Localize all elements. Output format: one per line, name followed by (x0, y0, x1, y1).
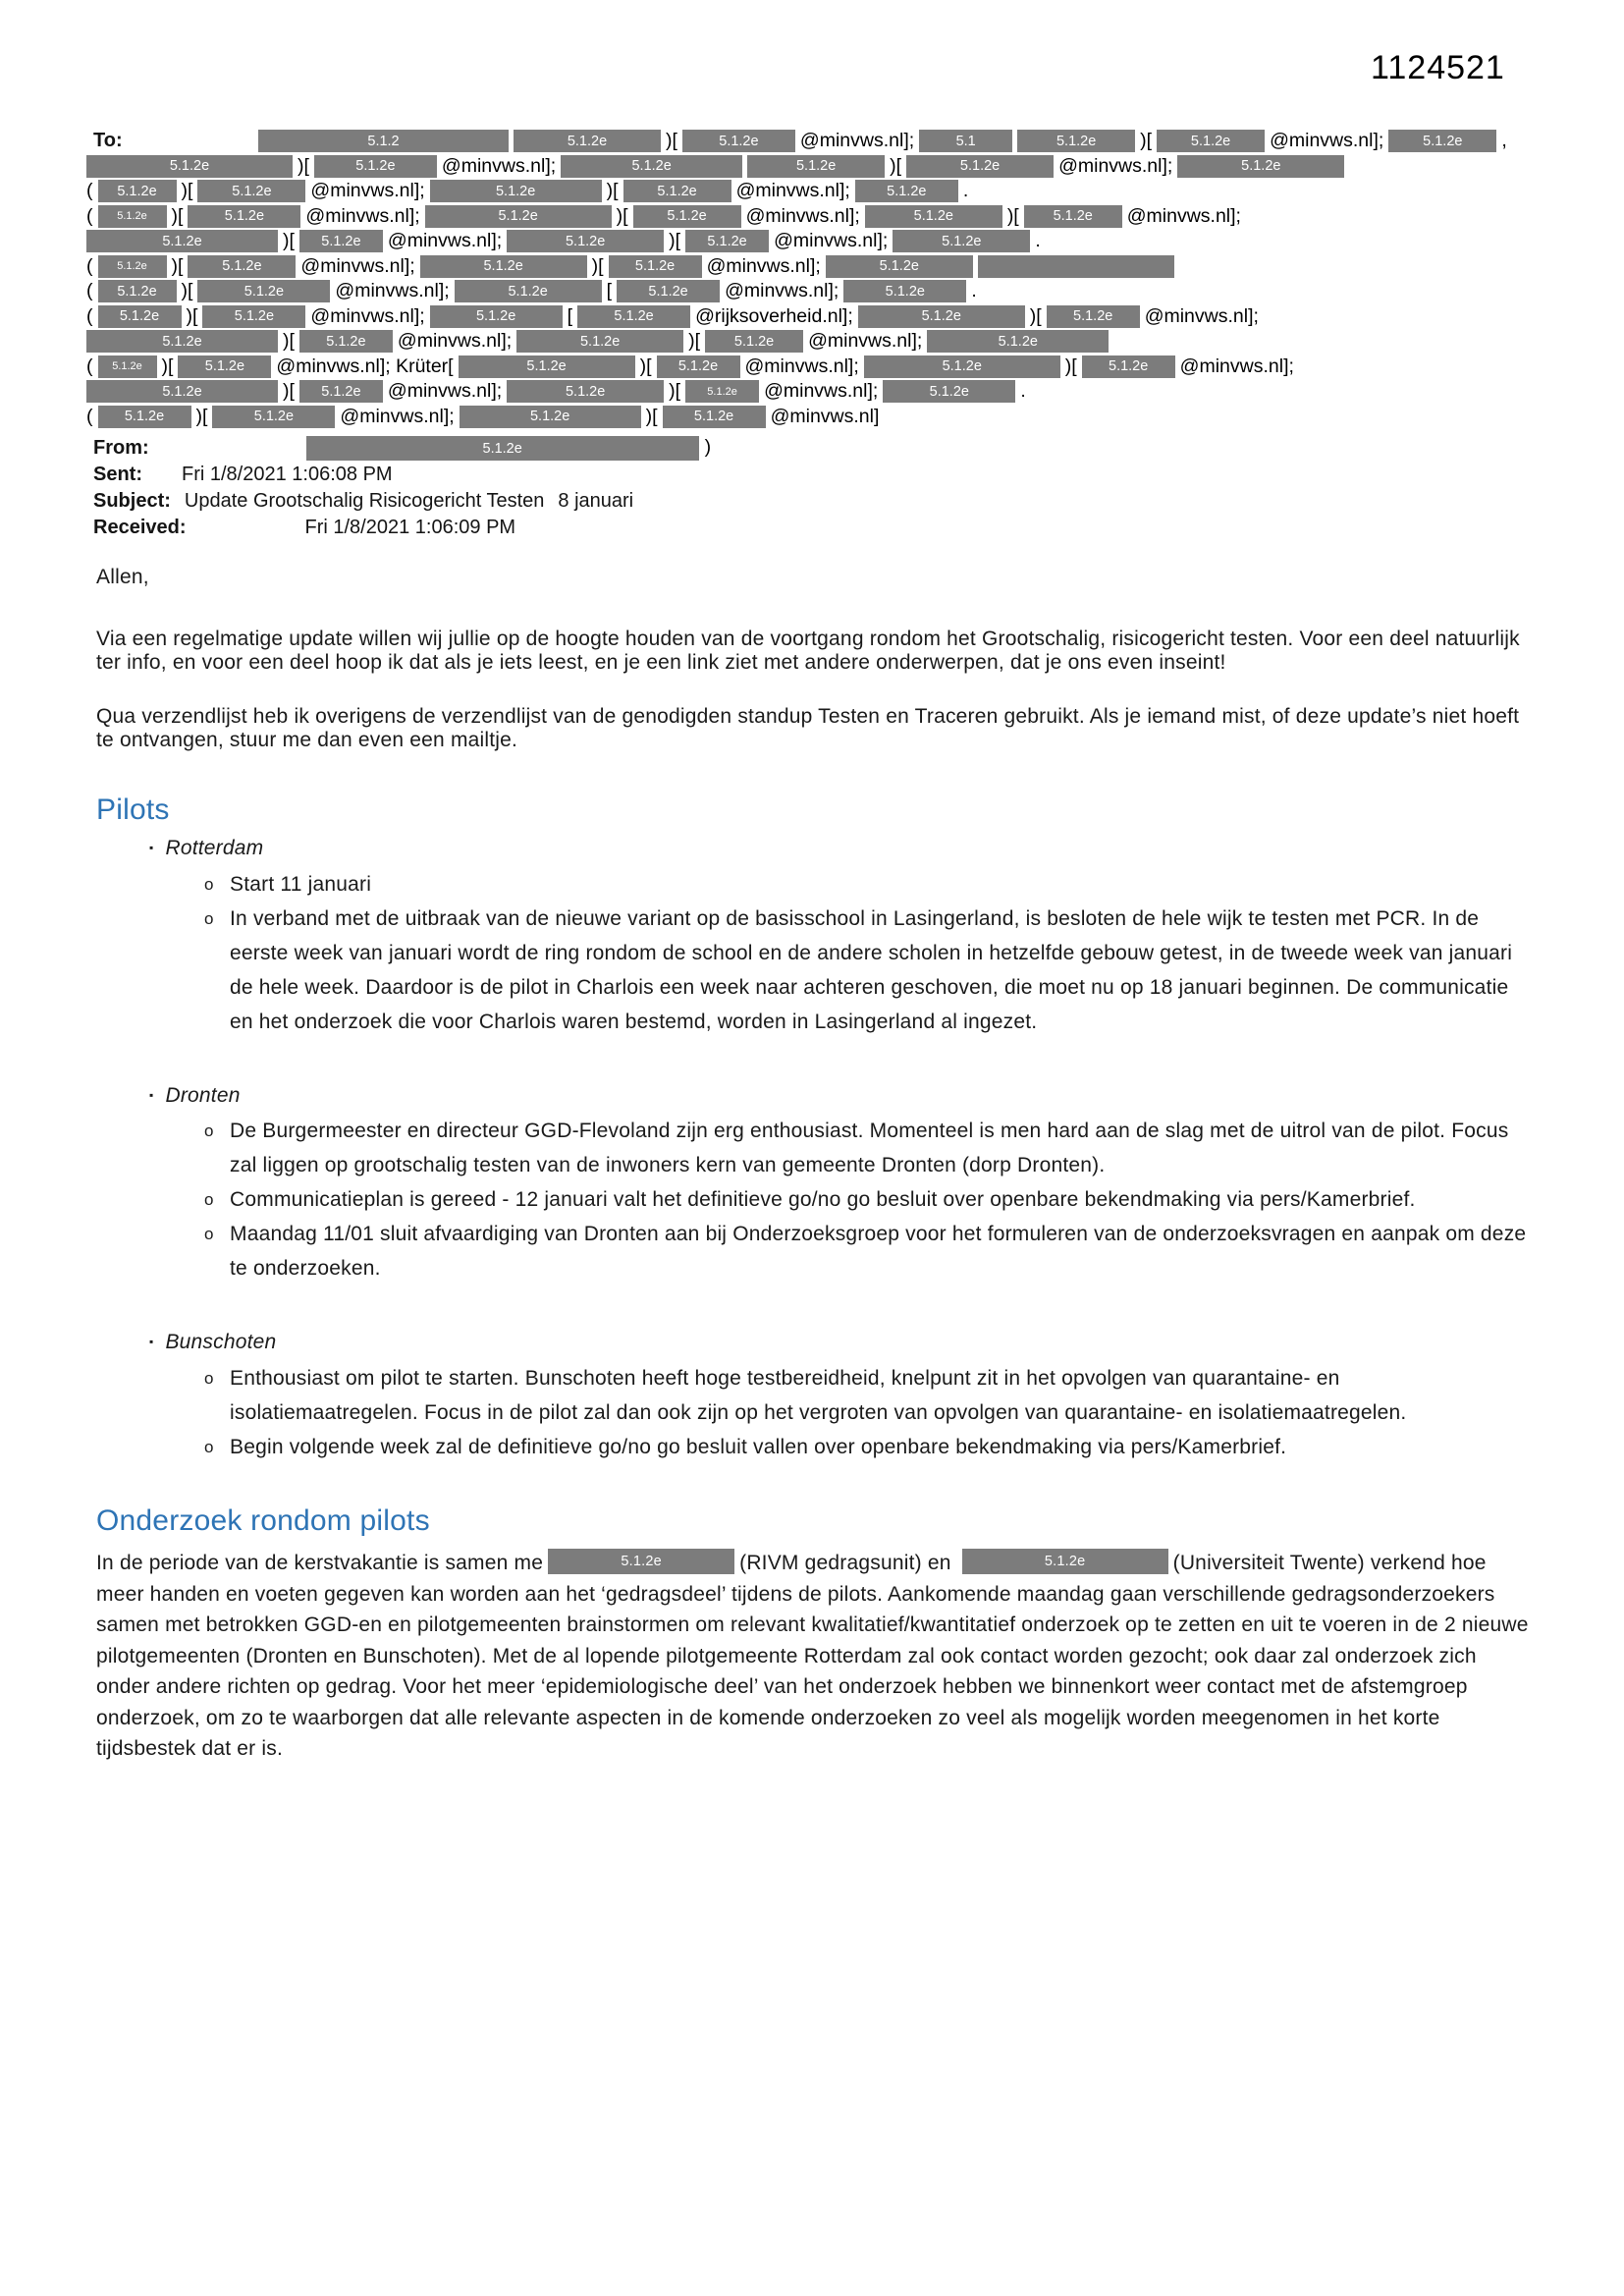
redaction-block: 5.1.2e (507, 380, 664, 403)
header-text-fragment: . (1035, 230, 1041, 252)
redaction-block: 5.1.2e (299, 330, 393, 353)
bullet-city: Rotterdam (165, 837, 264, 859)
bullet-item (204, 1361, 1532, 1430)
received-label: Received: (93, 517, 187, 538)
subject-row (86, 488, 1624, 515)
redaction-block: 5.1.2e (685, 230, 769, 252)
header-text-fragment: @minvws.nl]; (310, 180, 425, 202)
bullet-group (96, 1084, 1532, 1286)
header-text-fragment: ( (86, 180, 93, 202)
header-text-fragment: @minvws.nl]; (799, 130, 915, 152)
redaction-block: 5.1.2e (86, 155, 293, 178)
redaction-block: 5.1.2e (962, 1549, 1168, 1574)
header-text-fragment: )[ (195, 405, 208, 427)
redaction-block: 5.1.2e (623, 180, 731, 202)
bullet-group (96, 837, 1532, 1039)
redaction-block: 5.1.2e (617, 280, 720, 302)
bullet-item (204, 1430, 1532, 1464)
email-body (96, 566, 1532, 1765)
redaction-block: 5.1.2e (306, 436, 699, 461)
to-field (86, 129, 1624, 429)
bullet-item (204, 867, 1532, 902)
header-text-fragment: )[ (890, 154, 902, 177)
from-row (86, 435, 1624, 462)
sent-value: Fri 1/8/2021 1:06:08 PM (182, 464, 393, 485)
redaction-block: 5.1.2 (258, 130, 509, 152)
redaction-block: 5.1.2e (202, 305, 305, 328)
redaction-block: 5.1.2e (460, 406, 641, 428)
to-line (86, 254, 1624, 280)
section-title: Onderzoek rondom pilots (96, 1503, 430, 1537)
to-line (86, 329, 1624, 355)
header-text-fragment: ( (86, 280, 93, 302)
redaction-block: 5.1.2e (507, 230, 664, 252)
header-text-fragment: . (962, 180, 969, 202)
header-text-fragment: ( (86, 254, 93, 277)
header-text-fragment: . (1020, 380, 1026, 403)
header-text-fragment: [ (606, 280, 613, 302)
header-text-fragment: @minvws.nl]; (725, 280, 839, 302)
circle-bullet-icon: o (204, 1437, 214, 1456)
header-text-fragment: . (971, 280, 977, 302)
redaction-block: 5.1.2e (98, 406, 191, 428)
redaction-block: 5.1.2e (98, 180, 177, 202)
header-text-fragment: @minvws.nl]; (335, 280, 450, 302)
redaction-block: 5.1.2e (855, 180, 958, 202)
header-text-fragment: @minvws.nl]; (300, 254, 415, 277)
bullet-city-line (149, 837, 1532, 863)
redaction-block: 5.1.2e (747, 155, 885, 178)
bullet-item-text: Maandag 11/01 sluit afvaardiging van Dronten aan bij Onderzoeksgroep voor het formuleren van de onderzoeksvragen en aanpak om deze te onderzoeken. (230, 1223, 1527, 1280)
body-paragraph: Via een regelmatige update willen wij jullie op de hoogte houden van de voortgang rondom het Grootschalig, risicogericht testen. Voor een deel natuurlijk ter info, en voor een deel hoop ik dat als je iets leest, en je een link ziet met andere onderwerpen, dat je ons even inseint! (96, 627, 1520, 674)
redaction-block: 5.1.2e (516, 330, 683, 353)
to-line (86, 304, 1624, 330)
redaction-block: 5.1.2e (1388, 130, 1496, 152)
header-text-fragment: ( (86, 204, 93, 227)
header-text-fragment: ) (704, 435, 712, 458)
body-paragraph: Qua verzendlijst heb ik overigens de verzendlijst van de genodigden standup Testen en Traceren gebruikt. Als je iemand mist, of deze update’s niet hoeft te ontvangen, stuur me dan even een mailtje. (96, 704, 1520, 751)
bullet-item (204, 1114, 1532, 1182)
redaction-block: 5.1.2e (1017, 130, 1135, 152)
redaction-block: 5.1.2e (430, 180, 602, 202)
redaction-block: 5.1.2e (430, 305, 563, 328)
redaction-block: 5.1.2e (98, 355, 157, 378)
bullet-item-text: De Burgermeester en directeur GGD-Flevoland zijn erg enthousiast. Momenteel is men hard aan de slag met de uitrol van de pilot. Focus zal liggen op grootschalig testen van de inwoners kern van gemeente Dronten (dorp Dronten). (230, 1120, 1509, 1176)
to-line (86, 204, 1624, 230)
redaction-block: 5.1.2e (1157, 130, 1265, 152)
square-bullet-icon: ▪ (149, 1087, 154, 1102)
redaction-block (978, 255, 1174, 278)
redaction-block: 5.1.2e (299, 230, 383, 252)
header-text-fragment: )[ (181, 280, 193, 302)
redaction-block: 5.1.2e (858, 305, 1025, 328)
header-text-fragment: )[ (606, 180, 619, 202)
redaction-block: 5.1.2e (657, 355, 740, 378)
sent-label: Sent: (93, 464, 142, 485)
header-text-fragment: @minvws.nl]; (305, 204, 420, 227)
redaction-block: 5.1.2e (682, 130, 795, 152)
circle-bullet-icon: o (204, 908, 214, 928)
bullet-item (204, 902, 1532, 1039)
circle-bullet-icon: o (204, 1368, 214, 1388)
redaction-block: 5.1.2e (197, 280, 330, 302)
header-text-fragment: @minvws.nl]; (774, 230, 889, 252)
redaction-block: 5.1.2e (864, 355, 1060, 378)
redaction-block: 5.1.2e (86, 330, 278, 353)
header-text-fragment: )[ (283, 330, 295, 353)
header-text-fragment: @rijksoverheid.nl]; (695, 304, 853, 327)
section-paragraph: In de periode van de kerstvakantie is samen me 5.1.2e (RIVM gedragsunit) en 5.1.2e (Universiteit Twente) verkend hoe meer handen en voeten gegeven kan worden aan het ‘gedragsdeel’ tijdens de pilots. Aankomende maandag gaan verschillende gedragsonderzoekers samen met betrokken GGD-en en pilotgemeenten brainstormen om relevant kwalitatief/kwantitatief onderzoek op te zetten en uit te voeren in de 2 nieuwe pilotgemeenten (Dronten en Bunschoten). Met de al lopende pilotgemeente Rotterdam zal ook contact worden gezocht; ook daar zal onderzoek zich onder andere richten op gedrag. Voor het meer ‘epidemiologische deel’ van het onderzoek hebben we binnenkort weer contact met de afstemgroep onderzoek, om zo te waarborgen dat alle relevante aspecten in de komende onderzoeken zo veel als mogelijk worden meegenomen in het korte tijdsbestek dat er is. (96, 1548, 1532, 1765)
header-text-fragment: )[ (186, 304, 198, 327)
redaction-block: 5.1.2e (98, 280, 177, 302)
to-line (86, 405, 1624, 430)
sent-row (86, 462, 1624, 488)
header-text-fragment: @minvws.nl]; (745, 204, 860, 227)
header-text-fragment: @minvws.nl]; (1144, 304, 1259, 327)
circle-bullet-icon: o (204, 1190, 214, 1209)
from-label: From: (93, 437, 149, 459)
redaction-block: 5.1.2e (843, 280, 966, 302)
redaction-block: 5.1.2e (178, 355, 271, 378)
header-text-fragment: )[ (591, 254, 604, 277)
subject-value: Update Grootschalig Risicogericht Testen (184, 490, 545, 512)
square-bullet-icon: ▪ (149, 1335, 154, 1348)
redaction-block: 5.1.2e (927, 330, 1109, 353)
redaction-block: 5.1.2e (663, 406, 766, 428)
redaction-block: 5.1.2e (314, 155, 437, 178)
header-text-fragment: @minvws.nl]; (764, 380, 879, 403)
redaction-block: 5.1.2e (1177, 155, 1344, 178)
square-bullet-icon: ▪ (149, 841, 154, 854)
redaction-block: 5.1.2e (685, 380, 759, 403)
redaction-block: 5.1.2e (459, 355, 635, 378)
header-text-fragment: )[ (161, 355, 174, 377)
header-text-fragment: @minvws.nl]; Krüter[ (276, 355, 454, 377)
header-text-fragment: )[ (639, 355, 652, 377)
header-text-fragment: )[ (283, 380, 295, 403)
header-text-fragment: , (1501, 130, 1507, 152)
to-line (86, 129, 1624, 154)
redaction-block: 5.1.2e (98, 255, 167, 278)
header-text-fragment: )[ (669, 380, 681, 403)
redaction-block: 5.1.2e (188, 255, 296, 278)
redaction-block: 5.1.2e (98, 305, 182, 328)
header-text-fragment: )[ (645, 405, 658, 427)
redaction-block: 5.1.2e (705, 330, 803, 353)
document-number: 1124521 (1371, 49, 1505, 86)
to-line (86, 229, 1624, 254)
header-text-fragment: )[ (1140, 130, 1153, 152)
bullet-item-text: Begin volgende week zal de definitieve go/no go besluit vallen over openbare bekendmaking via pers/Kamerbrief. (230, 1435, 1287, 1458)
redaction-block: 5.1.2e (188, 205, 300, 228)
to-line (86, 355, 1624, 380)
header-text-fragment: @minvws.nl]; (735, 180, 850, 202)
redaction-block: 5.1.2e (86, 230, 278, 252)
header-text-fragment: )[ (666, 130, 677, 152)
header-text-fragment: )[ (616, 204, 628, 227)
header-text-fragment: @minvws.nl]; (310, 304, 425, 327)
header-text-fragment: [ (567, 304, 573, 327)
redaction-block: 5.1.2e (906, 155, 1054, 178)
header-text-fragment: @minvws.nl]; (1179, 355, 1294, 377)
to-line (86, 179, 1624, 204)
redaction-block: 5.1.2e (1082, 355, 1175, 378)
redaction-block: 5.1.2e (514, 130, 661, 152)
subject-extra: 8 januari (558, 490, 634, 512)
header-text-fragment: @minvws.nl]; (397, 330, 513, 353)
header-text-fragment: @minvws.nl]; (441, 154, 557, 177)
header-text-fragment: @minvws.nl] (770, 405, 880, 427)
redaction-block: 5.1.2e (577, 305, 690, 328)
header-text-fragment: )[ (171, 204, 184, 227)
header-text-fragment: )[ (1064, 355, 1077, 377)
bullet-item (204, 1217, 1532, 1285)
redaction-block: 5.1.2e (865, 205, 1002, 228)
redaction-block: 5.1 (919, 130, 1012, 152)
circle-bullet-icon: o (204, 874, 214, 894)
to-line (86, 154, 1624, 180)
header-text-fragment: @minvws.nl]; (1126, 204, 1241, 227)
redaction-block: 5.1.2e (299, 380, 383, 403)
redaction-block: 5.1.2e (548, 1549, 734, 1574)
subject-label: Subject: (93, 490, 171, 512)
to-line (86, 279, 1624, 304)
redaction-block: 5.1.2e (86, 380, 278, 403)
bullet-item-text: Start 11 januari (230, 872, 372, 896)
header-text-fragment: @minvws.nl]; (706, 254, 821, 277)
bullet-item (204, 1182, 1532, 1217)
redaction-block: 5.1.2e (98, 205, 167, 228)
bullet-city-line (149, 1331, 1532, 1357)
redaction-block: 5.1.2e (197, 180, 305, 202)
email-header (86, 129, 1624, 541)
redaction-block: 5.1.2e (425, 205, 612, 228)
bullet-city: Dronten (165, 1083, 241, 1107)
received-row (86, 515, 1624, 541)
from-value (149, 436, 712, 462)
header-text-fragment: @minvws.nl]; (744, 355, 859, 377)
header-text-fragment: @minvws.nl]; (340, 405, 455, 427)
header-text-fragment: )[ (283, 230, 295, 252)
redaction-block: 5.1.2e (420, 255, 587, 278)
redaction-block: 5.1.2e (826, 255, 973, 278)
header-text-fragment: )[ (688, 330, 701, 353)
header-text-fragment: )[ (171, 254, 184, 277)
bullet-city: Bunschoten (165, 1331, 277, 1353)
redaction-block: 5.1.2e (893, 230, 1030, 252)
header-text-fragment: )[ (1029, 304, 1042, 327)
bullet-item-text: Enthousiast om pilot te starten. Bunschoten heeft hoge testbereidheid, knelpunt zit in het opvolgen van quarantaine- en isolatiemaatregelen. Focus in de pilot zal dan ook zijn op het vergroten van opvolgen van quarantaine- en isolatiemaatregelen. (230, 1366, 1407, 1424)
redaction-block: 5.1.2e (609, 255, 702, 278)
redaction-block: 5.1.2e (883, 380, 1015, 403)
bullet-group (96, 1331, 1532, 1464)
circle-bullet-icon: o (204, 1225, 214, 1243)
redaction-block: 5.1.2e (455, 280, 602, 302)
redaction-block: 5.1.2e (1024, 205, 1122, 228)
bullet-item-text: In verband met de uitbraak van de nieuwe variant op de basisschool in Lasingerland, is besloten de hele wijk te testen met PCR. In de eerste week van januari wordt de ring rondom de school en de andere scholen in hetzelfde gebouw getest, in de tweede week van januari de hele week. Daardoor is de pilot in Charlois een week naar achteren geschoven, die moet nu op 18 januari beginnen. De communicatie en het onderzoek die voor Charlois waren bestemd, worden in Lasingerland al ingezet. (230, 906, 1513, 1033)
header-text-fragment: )[ (1006, 204, 1019, 227)
bullet-city-line (149, 1084, 1532, 1111)
header-text-fragment: @minvws.nl]; (387, 230, 503, 252)
header-text-fragment: ( (86, 355, 93, 377)
header-text-fragment: )[ (181, 180, 193, 202)
header-text-fragment: )[ (298, 154, 309, 177)
header-text-fragment: @minvws.nl]; (808, 330, 923, 353)
header-text-fragment: @minvws.nl]; (1270, 130, 1384, 152)
redaction-block: 5.1.2e (1047, 305, 1140, 328)
header-text-fragment: ( (86, 405, 93, 427)
circle-bullet-icon: o (204, 1121, 214, 1140)
redaction-block: 5.1.2e (561, 155, 742, 178)
bullet-item-text: Communicatieplan is gereed - 12 januari valt het definitieve go/no go besluit over openbare bekendmaking via pers/Kamerbrief. (230, 1188, 1416, 1211)
section-title: Pilots (96, 793, 170, 826)
redaction-block: 5.1.2e (633, 205, 741, 228)
header-text-fragment: ( (86, 304, 93, 327)
redaction-block: 5.1.2e (212, 406, 335, 428)
body-sections (96, 793, 1532, 1765)
to-label: To: (93, 130, 123, 152)
to-line (86, 379, 1624, 405)
header-text-fragment: @minvws.nl]; (1058, 154, 1173, 177)
received-value: Fri 1/8/2021 1:06:09 PM (304, 517, 516, 538)
header-text-fragment: )[ (669, 230, 681, 252)
salutation: Allen, (96, 566, 149, 588)
header-text-fragment: @minvws.nl]; (387, 380, 503, 403)
